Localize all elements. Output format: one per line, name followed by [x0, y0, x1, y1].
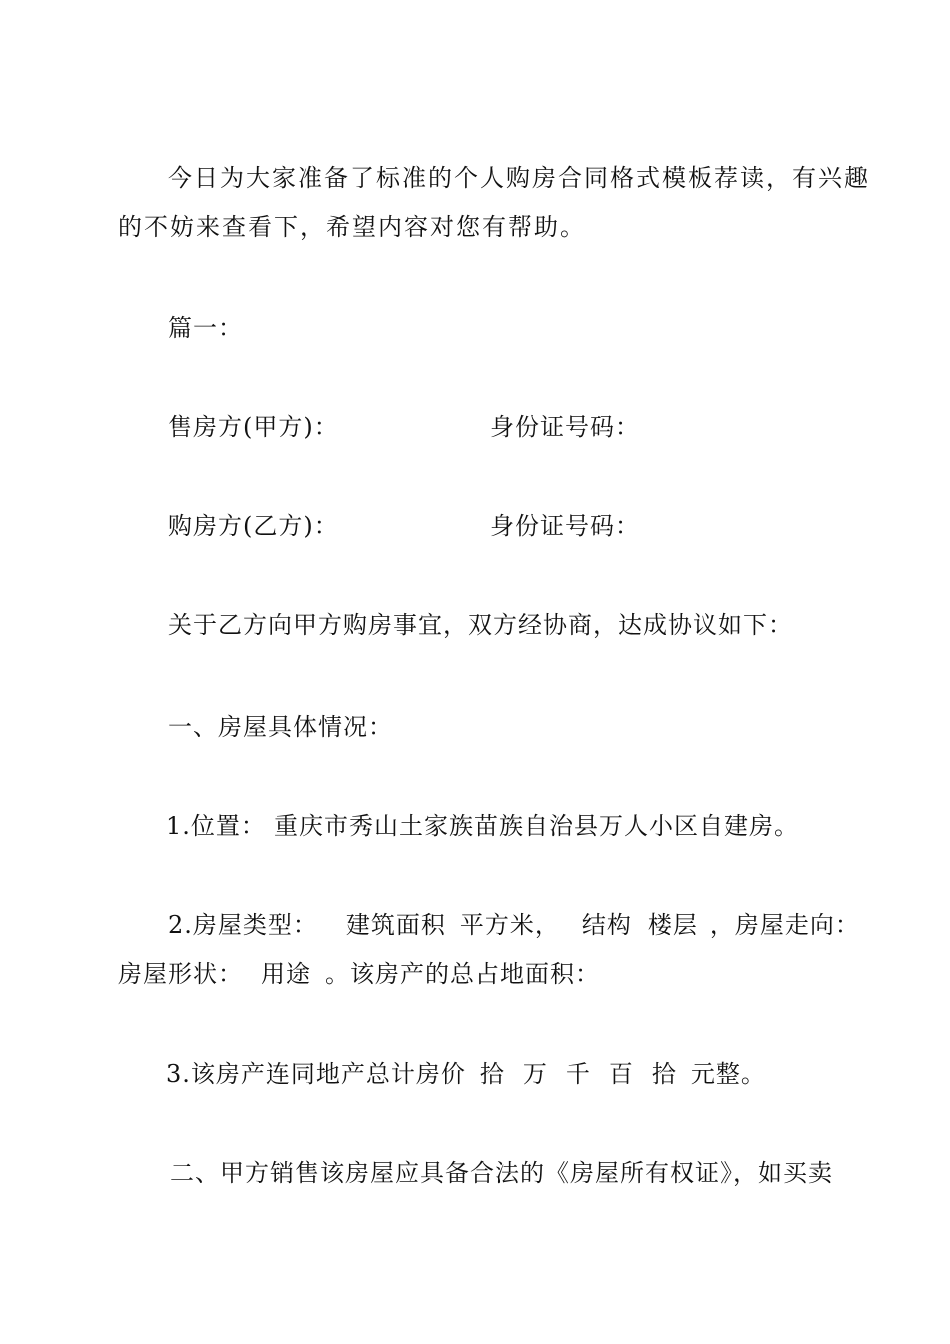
item-2-line-1 [168, 910, 860, 940]
seller-label: 售房方(甲方)： [168, 413, 339, 441]
part-heading: 篇一： [168, 314, 243, 342]
item-2-line-2 [118, 959, 600, 989]
seller-id-label: 身份证号码： [490, 413, 640, 441]
price-unit-5: 拾 [651, 1060, 677, 1088]
buyer-id-label: 身份证号码： [490, 512, 640, 540]
item-1-label: 1.位置： [166, 812, 266, 840]
price-unit-2: 万 [522, 1060, 548, 1088]
buyer-label: 购房方(乙方)： [168, 512, 339, 540]
usage-label: 用途 [261, 960, 311, 988]
floor-label: 楼层 [647, 911, 698, 939]
item-1-value: 重庆市秀山土家族苗族自治县万人小区自建房。 [274, 812, 799, 840]
item-3-label: 3.该房产连同地产总计房价 [166, 1060, 466, 1088]
price-unit-6: 元整。 [690, 1060, 766, 1088]
price-unit-1: 拾 [479, 1060, 505, 1088]
land-area-label: 。该房产的总占地面积： [325, 960, 600, 988]
area-label: 建筑面积 [345, 911, 446, 939]
item-3-line [166, 1059, 766, 1089]
price-unit-3: 千 [565, 1060, 591, 1088]
price-unit-4: 百 [608, 1060, 634, 1088]
direction-label: ，房屋走向： [709, 911, 860, 939]
area-unit: 平方米， [459, 911, 560, 939]
section-1-heading: 一、房屋具体情况： [168, 713, 393, 741]
intro-line-2: 的不妨来查看下，希望内容对您有帮助。 [118, 213, 586, 241]
agreement-intro: 关于乙方向甲方购房事宜，双方经协商，达成协议如下： [168, 611, 793, 639]
shape-label: 房屋形状： [118, 960, 243, 988]
item-2-label: 2.房屋类型： [168, 911, 318, 939]
structure-label: 结构 [581, 911, 632, 939]
section-2-text: 二、甲方销售该房屋应具备合法的《房屋所有权证》，如买卖 [170, 1159, 833, 1187]
intro-line-1: 今日为大家准备了标准的个人购房合同格式模板荐读，有兴趣 [168, 164, 870, 192]
